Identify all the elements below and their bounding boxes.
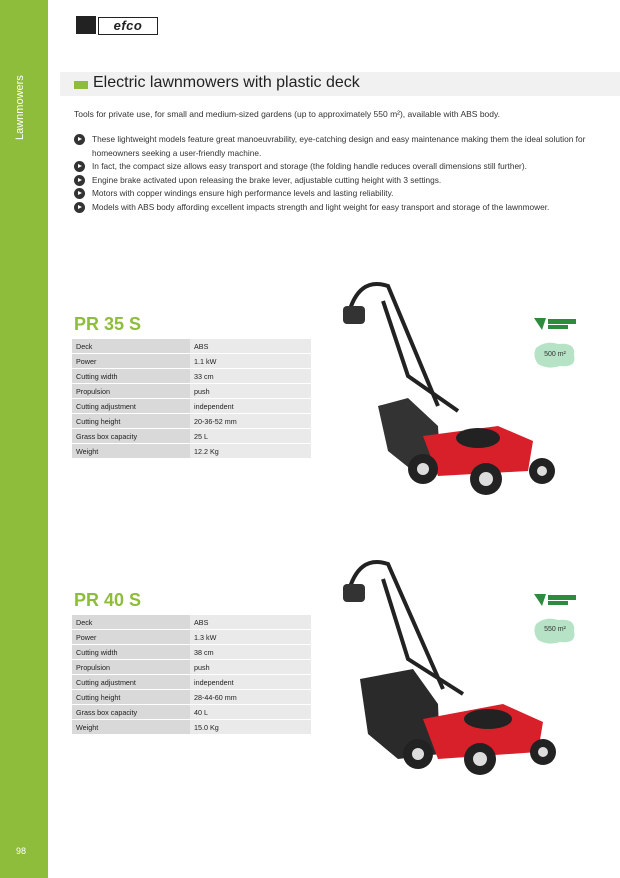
brand-wordmark: efco — [98, 17, 158, 35]
arrow-bullet-icon — [74, 175, 85, 186]
coverage-area-text: 550 m² — [544, 626, 566, 633]
feature-text: Engine brake activated upon releasing the brake lever, adjustable cutting height with 3 settings. — [92, 174, 442, 185]
table-row — [72, 414, 311, 429]
spec-table — [72, 339, 311, 459]
table-row — [72, 399, 311, 414]
spec-label: Weight — [72, 720, 190, 735]
table-row — [72, 444, 311, 459]
table-row — [72, 615, 311, 630]
feature-text: Motors with copper windings ensure high performance levels and lasting reliability. — [92, 188, 394, 198]
green-label-logo — [532, 592, 580, 608]
arrow-bullet-icon — [74, 161, 85, 172]
spec-value: 20-36-52 mm — [190, 414, 311, 429]
page-number: 98 — [16, 846, 27, 856]
model-title: PR 40 S — [74, 590, 142, 610]
spec-value: 15.0 Kg — [190, 720, 311, 735]
list-item — [74, 187, 594, 201]
table-row — [72, 630, 311, 645]
spec-label: Cutting width — [72, 645, 190, 660]
spec-label: Cutting adjustment — [72, 675, 190, 690]
arrow-bullet-icon — [74, 134, 85, 145]
spec-label: Power — [72, 630, 190, 645]
page-title: Electric lawnmowers with plastic deck — [93, 74, 360, 91]
spec-label: Deck — [72, 615, 190, 630]
list-item — [74, 174, 594, 188]
list-item — [74, 201, 594, 215]
table-row — [72, 720, 311, 735]
spec-label: Deck — [72, 339, 190, 354]
table-row — [72, 675, 311, 690]
spec-value: 38 cm — [190, 645, 311, 660]
brand-mark-icon — [76, 16, 96, 34]
spec-value: 28-44-60 mm — [190, 690, 311, 705]
spec-value: independent — [190, 675, 311, 690]
lawnmower-image — [328, 276, 568, 501]
coverage-area-text: 500 m² — [544, 351, 566, 358]
spec-label: Power — [72, 354, 190, 369]
table-row — [72, 705, 311, 720]
spec-value: 1.3 kW — [190, 630, 311, 645]
spec-value: 1.1 kW — [190, 354, 311, 369]
model-title: PR 35 S — [74, 314, 142, 334]
spec-label: Cutting width — [72, 369, 190, 384]
arrow-bullet-icon — [74, 202, 85, 213]
spec-label: Propulsion — [72, 660, 190, 675]
spec-table — [72, 615, 311, 735]
feature-text: Models with ABS body affording excellent impacts strength and light weight for easy transport and storage of the lawnmower. — [92, 201, 550, 212]
header-bullet-icon — [74, 81, 88, 89]
spec-value: push — [190, 660, 311, 675]
table-row — [72, 369, 311, 384]
intro-text: Tools for private use, for small and medium-sized gardens (up to approximately 550 m²), available with ABS body. — [74, 109, 500, 119]
table-row — [72, 690, 311, 705]
spec-value: 12.2 Kg — [190, 444, 311, 459]
spec-value: 40 L — [190, 705, 311, 720]
list-item — [74, 133, 594, 160]
sidebar — [0, 0, 48, 878]
spec-label: Grass box capacity — [72, 705, 190, 720]
spec-value: push — [190, 384, 311, 399]
table-row — [72, 384, 311, 399]
spec-value: ABS — [190, 339, 311, 354]
arrow-bullet-icon — [74, 188, 85, 199]
table-row — [72, 354, 311, 369]
spec-value: 33 cm — [190, 369, 311, 384]
green-label-logo — [532, 316, 580, 332]
table-row — [72, 660, 311, 675]
feature-list — [74, 133, 594, 214]
feature-text: These lightweight models feature great manoeuvrability, eye-catching design and easy maintenance making them the ideal solution for homeowners seeking a user-friendly machine. — [92, 134, 586, 158]
spec-label: Grass box capacity — [72, 429, 190, 444]
lawnmower-image — [328, 554, 568, 779]
spec-label: Cutting height — [72, 414, 190, 429]
spec-label: Propulsion — [72, 384, 190, 399]
feature-text: In fact, the compact size allows easy transport and storage (the folding handle reduces overall dimensions still further). — [92, 161, 527, 171]
table-row — [72, 339, 311, 354]
spec-label: Cutting adjustment — [72, 399, 190, 414]
table-row — [72, 429, 311, 444]
spec-label: Cutting height — [72, 690, 190, 705]
brand-logo — [76, 16, 158, 34]
spec-value: independent — [190, 399, 311, 414]
spec-label: Weight — [72, 444, 190, 459]
table-row — [72, 645, 311, 660]
spec-value: ABS — [190, 615, 311, 630]
spec-value: 25 L — [190, 429, 311, 444]
section-label: Lawnmowers — [14, 75, 26, 140]
list-item — [74, 160, 594, 174]
